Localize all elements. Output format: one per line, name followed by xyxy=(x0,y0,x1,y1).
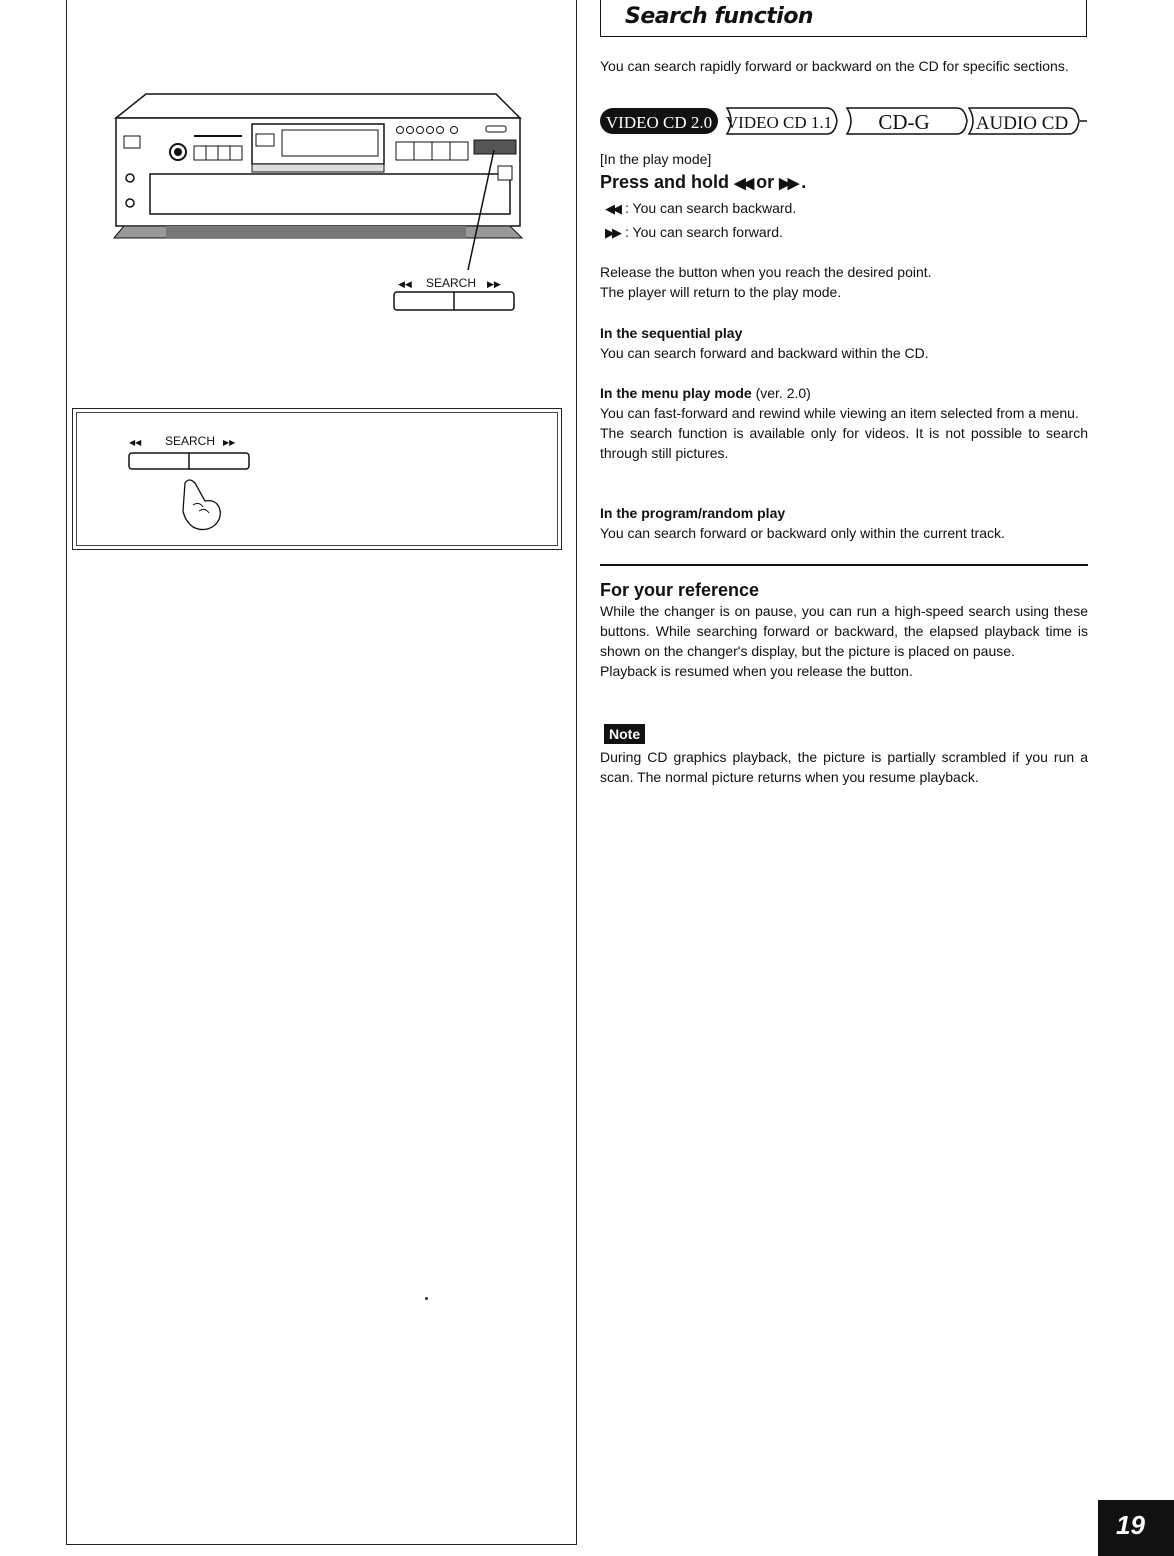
sequential-heading: In the sequential play xyxy=(600,325,743,341)
svg-text:◀◀: ◀◀ xyxy=(129,438,142,447)
reference-heading: For your reference xyxy=(600,580,760,600)
svg-text:◀◀: ◀◀ xyxy=(398,279,412,289)
svg-text:▶▶: ▶▶ xyxy=(223,438,236,447)
section-title-box xyxy=(600,0,1087,37)
remote-illustration-box xyxy=(72,408,562,550)
svg-text:AUDIO CD: AUDIO CD xyxy=(975,113,1069,134)
section-divider xyxy=(600,564,1088,566)
play-mode-label: [In the play mode] xyxy=(600,151,712,167)
program-random-heading: In the program/random play xyxy=(600,505,786,521)
cd-changer-illustration xyxy=(106,88,526,318)
stray-dot xyxy=(425,1297,428,1300)
disc-format-badges xyxy=(599,106,1089,136)
note-badge: Note xyxy=(604,724,645,744)
rewind-icon: ◀◀ xyxy=(605,201,619,216)
intro-paragraph: You can search rapidly forward or backward on the CD for specific sections. xyxy=(600,58,1069,74)
reference-section: While the changer is on pause, you can run a high-speed search using these buttons. While searching forward or backward, the elapsed playback time is shown on the changer's display, but the picture is placed on pause. Playback is resumed when you release the button. xyxy=(600,603,1088,679)
remote-search-label: SEARCH xyxy=(165,434,216,448)
rewind-icon: ◀◀ xyxy=(734,175,752,192)
press-hold-instruction: Press and hold ◀◀ or ▶▶ . xyxy=(600,172,807,192)
svg-text:CD-G: CD-G xyxy=(878,110,930,134)
svg-text:VIDEO CD 1.1: VIDEO CD 1.1 xyxy=(725,113,833,132)
menu-play-section: In the menu play mode (ver. 2.0) You can fast-forward and rewind while viewing an item selected from a menu. The search function is available only for videos. It is not possible to search through still pictures. xyxy=(600,385,1088,461)
page-title: Search function xyxy=(625,4,814,29)
page-number: 19 xyxy=(1098,1500,1174,1556)
press-hold-text: Press and hold xyxy=(600,172,730,192)
svg-text:VIDEO CD 2.0: VIDEO CD 2.0 xyxy=(605,113,713,132)
remote-search-illustration xyxy=(113,433,293,533)
fast-forward-icon: ▶▶ xyxy=(779,175,797,192)
direction-forward: ▶▶ : You can search forward. xyxy=(605,224,783,240)
direction-backward: ◀◀ : You can search backward. xyxy=(605,200,797,216)
or-text: or xyxy=(756,172,775,192)
program-random-section: In the program/random play You can search forward or backward only within the current track. xyxy=(600,503,1088,543)
svg-text:▶▶: ▶▶ xyxy=(487,279,501,289)
fast-forward-icon: ▶▶ xyxy=(605,225,619,240)
menu-play-heading: In the menu play mode xyxy=(600,385,752,401)
device-search-label: SEARCH xyxy=(426,276,477,290)
release-paragraph: Release the button when you reach the desired point. The player will return to the play mode. xyxy=(600,264,932,300)
note-text: During CD graphics playback, the picture is partially scrambled if you run a scan. The normal picture returns when you resume playback. xyxy=(600,749,1088,785)
sequential-section: In the sequential play You can search forward and backward within the CD. xyxy=(600,323,1088,363)
